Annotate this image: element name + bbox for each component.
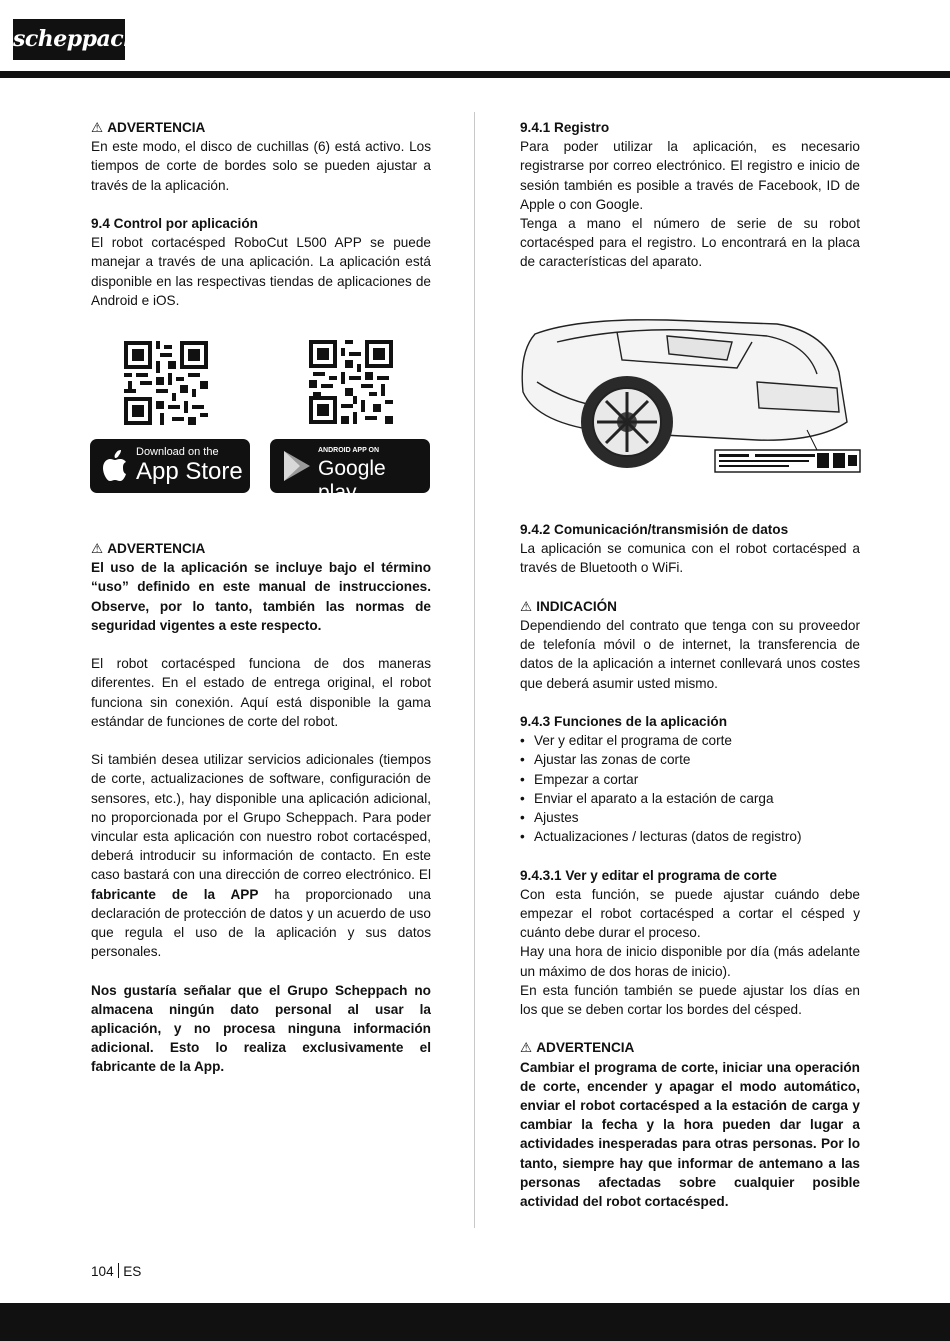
section-9-4-1-text-2: Tenga a mano el número de serie de su robot cortacésped para el registro. Lo encontrará en la placa de características del aparato. (520, 216, 860, 270)
list-item: • Ajustar las zonas de corte (520, 750, 860, 769)
section-9-4-3-1-text-3: En esta función también se puede ajustar los días en los que se deben cortar los bordes del césped. (520, 982, 860, 1018)
language-code: ES (123, 1264, 142, 1279)
note-heading: ⚠ INDICACIÓN (520, 597, 860, 616)
left-column-top (91, 118, 431, 310)
warning-heading-2: ⚠ ADVERTENCIA (91, 539, 431, 558)
apple-icon (102, 450, 128, 482)
app-functions-list (520, 731, 860, 846)
page-footer (91, 1263, 141, 1279)
right-column-bottom (520, 520, 860, 1211)
section-9-4-2-text: La aplicación se comunica con el robot cortacésped a través de Bluetooth o WiFi. (520, 541, 860, 576)
warning-heading-3: ⚠ ADVERTENCIA (520, 1038, 860, 1057)
section-9-4-1-text-1: Para poder utilizar la aplicación, es necesario registrarse por correo electrónico. El registro e inicio de sesión también es posible a través de Facebook, ID de Apple o con Google. (520, 139, 860, 212)
warning-text-1: En este modo, el disco de cuchillas (6) está activo. Los tiempos de corte de bordes solo se pueden ajustar a través de la aplicación. (91, 139, 431, 193)
list-item: • Ajustes (520, 808, 860, 827)
list-item: • Actualizaciones / lecturas (datos de registro) (520, 827, 860, 846)
warning-heading-1: ⚠ ADVERTENCIA (91, 118, 431, 137)
section-9-4-3-title: 9.4.3 Funciones de la aplicación (520, 714, 727, 729)
section-9-4-text: El robot cortacésped RoboCut L500 APP se puede manejar a través de una aplicación. La aplicación está disponible en las respectivas tiendas de aplicaciones de Android e iOS. (91, 235, 431, 308)
page-number: 104 (91, 1264, 114, 1279)
app-store-badge[interactable] (90, 439, 250, 493)
warning-icon: ⚠ (520, 1040, 533, 1056)
right-column-top (520, 118, 860, 272)
warning-text-3: Cambiar el programa de corte, iniciar una operación de corte, encender y apagar el modo automático, enviar el robot cortacésped a la estación de carga y cambiar la fecha y la hora pueden dar lugar a actividades inesperadas para otras personas. Por lo tanto, siempre hay que informar de antemano a las personas afectadas sobre cualquier posible actividad del robot cortacésped. (520, 1059, 860, 1210)
section-9-4-title: 9.4 Control por aplicación (91, 216, 258, 231)
robot-mower-illustration (517, 312, 862, 477)
header-bar (0, 71, 950, 78)
footer-separator (118, 1263, 120, 1278)
scheppach-logo: scheppach (13, 19, 125, 60)
section-9-4-1-title: 9.4.1 Registro (520, 120, 610, 135)
paragraph-operation-modes: El robot cortacésped funciona de dos maneras diferentes. En el estado de entrega original, el robot funciona sin conexión. Aquí está disponible la gama estándar de funciones de corte del robot. (91, 656, 431, 729)
google-play-badge[interactable] (270, 439, 430, 504)
section-9-4-2-title: 9.4.2 Comunicación/transmisión de datos (520, 522, 789, 537)
section-9-4-3-1-text-1: Con esta función, se puede ajustar cuándo debe empezar el robot cortacésped a cortar el césped y cuánto debe durar el proceso. (520, 886, 860, 941)
warning-icon: ⚠ (91, 120, 104, 135)
warning-icon: ⚠ (91, 541, 104, 556)
warning-text-2: El uso de la aplicación se incluye bajo el término “uso” definido en este manual de instrucciones. Observe, por lo tanto, también las normas de seguridad vigentes a este respecto. (91, 560, 431, 633)
warning-icon: ⚠ (520, 598, 533, 614)
section-9-4-3-1-text-2: Hay una hora de inicio disponible por día (más adelante un máximo de dos horas de inicio). (520, 944, 860, 979)
list-item: • Enviar el aparato a la estación de carga (520, 789, 860, 808)
google-play-big-text: Google play (318, 457, 386, 504)
footer-bar (0, 1303, 950, 1341)
google-play-icon (282, 450, 312, 482)
note-text: Dependiendo del contrato que tenga con su proveedor de telefonía móvil o de internet, la transferencia de datos de la aplicación a internet conllevará unos costes que deberá asumir usted mismo. (520, 618, 860, 691)
list-item: • Ver y editar el programa de corte (520, 731, 860, 750)
left-column-bottom (91, 539, 431, 1077)
column-divider (474, 112, 475, 1228)
section-9-4-3-1-title: 9.4.3.1 Ver y editar el programa de corte (520, 867, 777, 883)
app-store-small-text: Download on the (136, 446, 219, 458)
list-item: • Empezar a cortar (520, 770, 860, 789)
qr-code-app-store (124, 341, 208, 425)
qr-code-google-play (309, 340, 393, 424)
paragraph-data-notice: Nos gustaría señalar que el Grupo Scheppach no almacena ningún dato personal al usar la aplicación, y no procesa ninguna información adicional. Esto lo realiza exclusivamente el fabricante de la App. (91, 982, 431, 1075)
app-store-big-text: App Store (136, 458, 243, 485)
paragraph-additional-app: Si también desea utilizar servicios adicionales (tiempos de corte, actualizaciones de software, configuración de sensores, etc.), hay disponible una aplicación adicional, no proporcionada por el Grupo Scheppach. Para poder vincular esta aplicación con nuestro robot cortacésped, deberá introducir su información de contacto. En este caso bastará con una dirección de correo electrónico. El fabricante de la APP ha proporcionado una declaración de protección de datos y un acuerdo de uso que regula el uso de la aplicación y sus datos personales. (91, 752, 431, 960)
google-play-small-text: ANDROID APP ON (318, 447, 380, 454)
